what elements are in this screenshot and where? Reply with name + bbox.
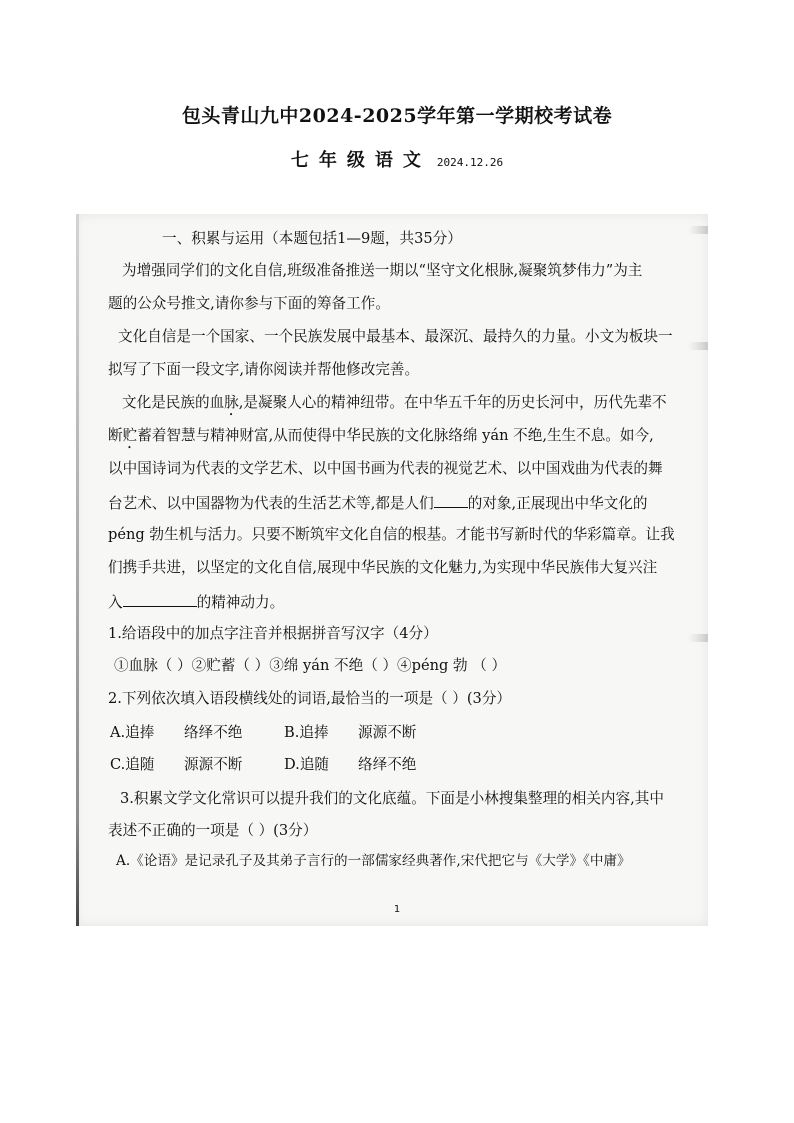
option-a: A.追捧 [110,724,155,741]
option-b: B.追捧 [284,724,329,741]
fill-blank [123,592,197,607]
intro-line: 拟写了下面一段文字,请你阅读并帮他修改完善。 [108,361,420,378]
scan-bleed-mark [688,634,708,642]
exam-title: 包头青山九中2024-2025学年第一学期校考试卷 [181,105,613,127]
passage-line: 以中国诗词为代表的文学艺术、以中国书画为代表的视觉艺术、以中国戏曲为代表的舞 [108,460,663,477]
question-1-stem: 1.给语段中的加点字注音并根据拼音写汉字（4分） [108,625,438,642]
scan-left-edge [76,214,79,926]
option-b-text: 源源不断 [358,724,417,741]
passage-line: 断贮蓄着智慧与精神财富,从而使得中华民族的文化脉络绵 yán 不绝,生生不息。如今, [108,427,654,444]
scan-bleed-mark [688,226,708,234]
option-c: C.追随 [110,756,155,773]
fill-blank [434,493,468,508]
question-1-items: ①血脉（ ）②贮蓄（ ）③绵 yán 不绝（ ）④péng 勃 （ ） [114,657,507,674]
section-heading: 一、积累与运用（本题包括1—9题，共35分） [162,230,462,247]
exam-subtitle [0,146,794,172]
question-2-options-row [110,756,416,774]
intro-line: 文化自信是一个国家、一个民族发展中最基本、最深沉、最持久的力量。小文为板块一 [118,328,673,345]
page-number: 1 [393,904,401,915]
intro-line: 为增强同学们的文化自信,班级准备推送一期以“坚守文化根脉,凝聚筑梦伟力”为主 [122,262,643,279]
passage-line: 们携手共进，以坚定的文化自信,展现中华民族的文化魅力,为实现中华民族伟大复兴注 [108,559,658,576]
question-3-stem: 表述不正确的一项是（ ）(3分） [108,822,318,839]
question-3-option-a: A.《论语》是记录孔子及其弟子言行的一部儒家经典著作,宋代把它与《大学》《中庸》 [116,853,631,869]
intro-line: 题的公众号推文,请你参与下面的筹备工作。 [108,295,390,312]
dotted-char: 贮 [122,427,138,444]
question-3-stem: 3.积累文学文化常识可以提升我们的文化底蕴。下面是小林搜集整理的相关内容,其中 [120,790,664,807]
scan-bleed-mark [688,342,708,350]
dotted-char: 脉 [224,394,239,411]
grade-subject: 七年级语文 [290,150,431,171]
passage-line: 台艺术、以中国器物为代表的生活艺术等,都是人们 的对象,正展现出中华文化的 [108,495,648,512]
option-d: D.追随 [284,756,330,773]
scanned-page [76,214,708,926]
exam-date: 2024.12.26 [436,156,504,169]
option-d-text: 络绎不绝 [358,756,417,773]
question-2-options-row [110,724,416,742]
question-2-stem: 2.下列依次填入语段横线处的词语,最恰当的一项是（ ）(3分） [108,690,512,707]
passage-line: 入 的精神动力。 [108,594,285,611]
option-a-text: 络绎不绝 [184,724,243,741]
passage-line: péng 勃生机与活力。只要不断筑牢文化自信的根基。才能书写新时代的华彩篇章。让我 [108,526,675,543]
option-c-text: 源源不断 [184,756,243,773]
passage-line: 文化是民族的血脉,是凝聚人心的精神纽带。在中华五千年的历史长河中，历代先辈不 [122,394,667,411]
